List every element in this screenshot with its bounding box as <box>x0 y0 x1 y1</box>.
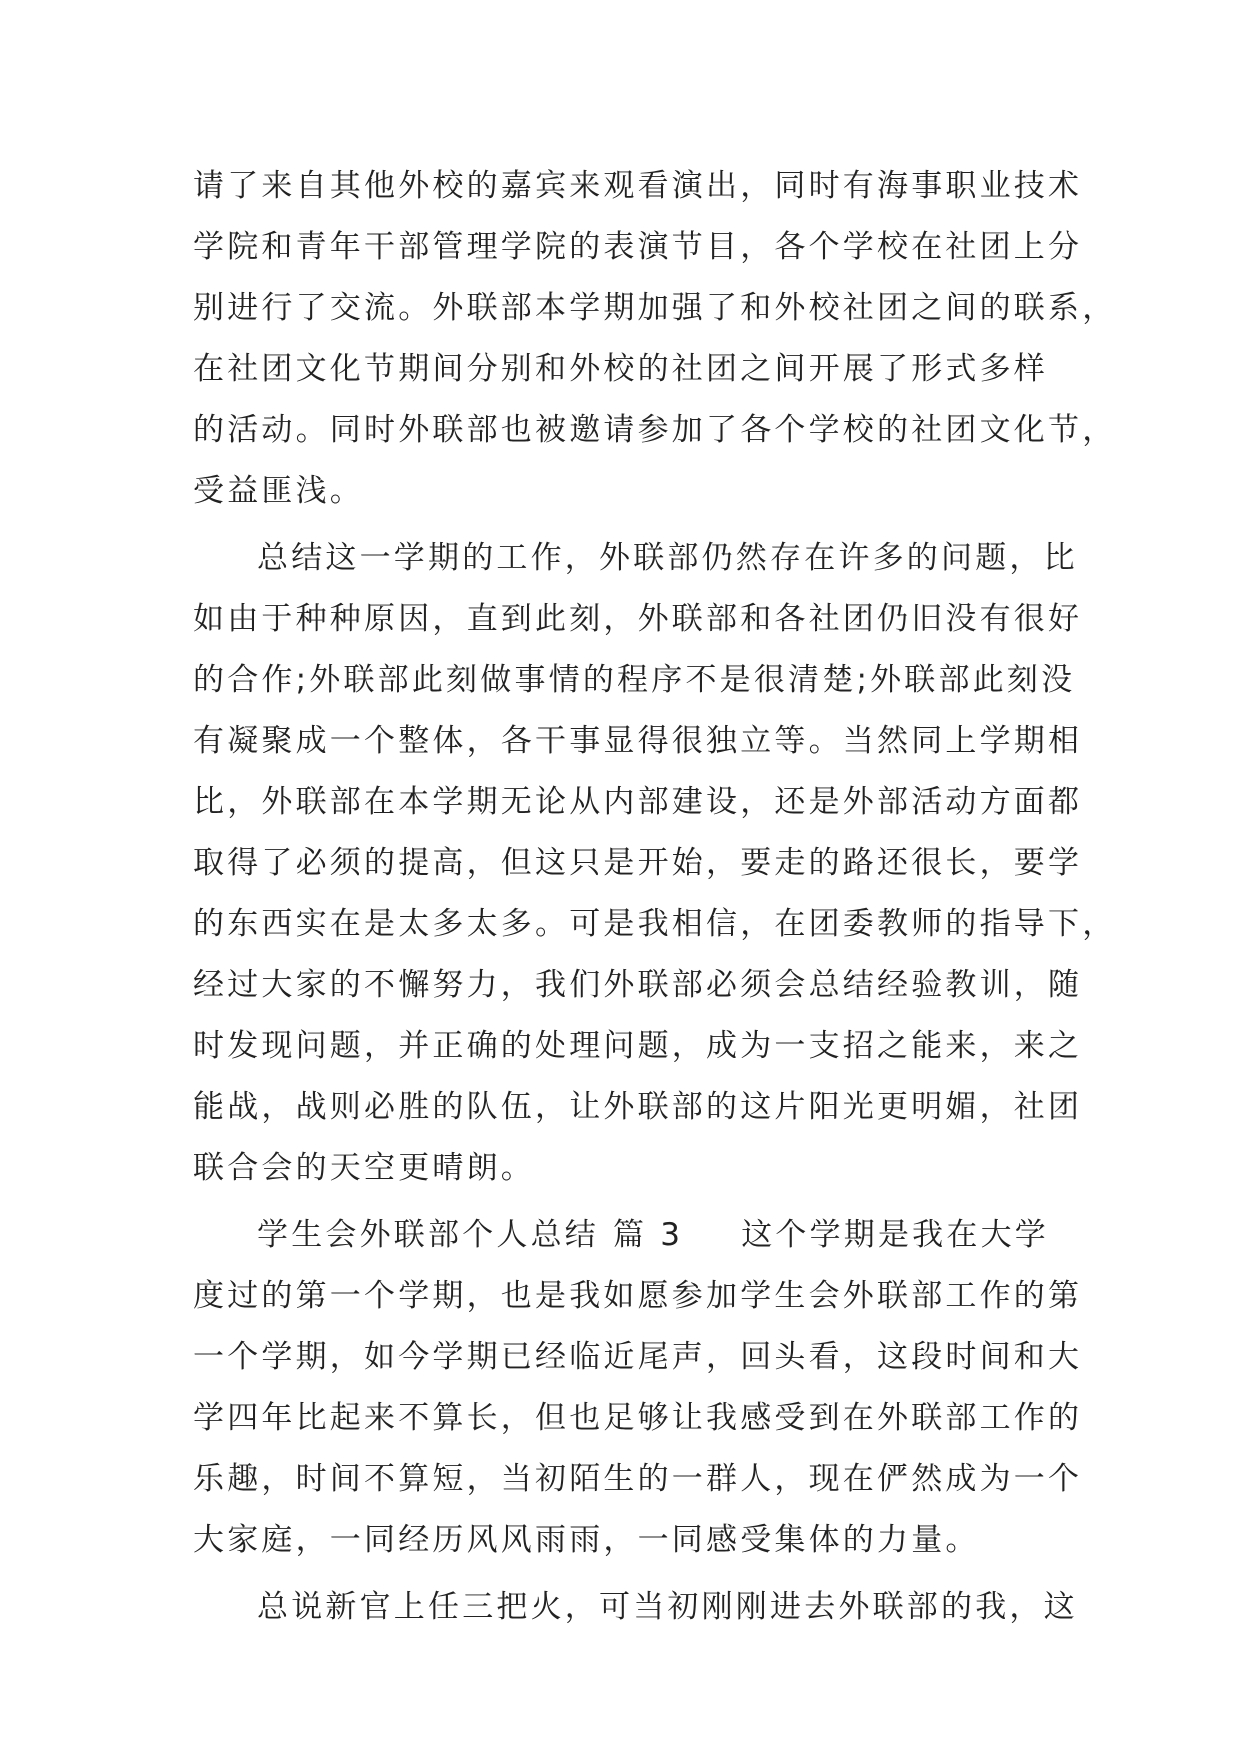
text-line: 学院和青年干部管理学院的表演节目，各个学校在社团上分 <box>193 229 1083 265</box>
text-line: 比，外联部在本学期无论从内部建设，还是外部活动方面都 <box>193 784 1083 820</box>
text-line: 大家庭，一同经历风风雨雨，一同感受集体的力量。 <box>193 1522 980 1558</box>
text-line: 乐趣，时间不算短，当初陌生的一群人，现在俨然成为一个 <box>193 1461 1083 1497</box>
text-line: 的合作;外联部此刻做事情的程序不是很清楚;外联部此刻没 <box>193 662 1076 698</box>
text-line: 学四年比起来不算长，但也足够让我感受到在外联部工作的 <box>193 1400 1083 1436</box>
text-line: 在社团文化节期间分别和外校的社团之间开展了形式多样 <box>193 351 1048 387</box>
text-line: 联合会的天空更晴朗。 <box>193 1150 535 1186</box>
text-line: 取得了必须的提高，但这只是开始，要走的路还很长，要学 <box>193 845 1083 881</box>
text-line: 受益匪浅。 <box>193 473 364 509</box>
text-line: 的活动。同时外联部也被邀请参加了各个学校的社团文化节， <box>193 412 1117 448</box>
section-heading: 学生会外联部个人总结 <box>257 1217 599 1253</box>
text-line: 能战，战则必胜的队伍，让外联部的这片阳光更明媚，社团 <box>193 1089 1083 1125</box>
text-line: 别进行了交流。外联部本学期加强了和外校社团之间的联系， <box>193 290 1117 326</box>
text-line: 经过大家的不懈努力，我们外联部必须会总结经验教训，随 <box>193 967 1083 1003</box>
text-line: 有凝聚成一个整体，各干事显得很独立等。当然同上学期相 <box>193 723 1083 759</box>
paragraph-2 <box>193 528 1117 1199</box>
paragraph-4 <box>193 1577 1093 1638</box>
text-line: 请了来自其他外校的嘉宾来观看演出，同时有海事职业技术 <box>193 168 1083 204</box>
text-line: 度过的第一个学期，也是我如愿参加学生会外联部工作的第 <box>193 1278 1083 1314</box>
text-line: 如由于种种原因，直到此刻，外联部和各社团仍旧没有很好 <box>193 601 1083 637</box>
text-line: 一个学期，如今学期已经临近尾声，回头看，这段时间和大 <box>193 1339 1083 1375</box>
text-line: 总说新官上任三把火，可当初刚刚进去外联部的我，这 <box>257 1589 1078 1625</box>
paragraph-1 <box>193 156 1117 522</box>
paragraph-3 <box>193 1205 1093 1571</box>
section-label: 篇 3 <box>613 1217 684 1253</box>
text-line-start: 这个学期是我在大学 <box>741 1217 1049 1253</box>
document-body <box>193 156 1117 1638</box>
text-line: 的东西实在是太多太多。可是我相信，在团委教师的指导下， <box>193 906 1117 942</box>
text-line: 时发现问题，并正确的处理问题，成为一支招之能来，来之 <box>193 1028 1083 1064</box>
section-heading-line <box>193 1205 1093 1266</box>
text-line: 总结这一学期的工作，外联部仍然存在许多的问题，比 <box>257 540 1078 576</box>
